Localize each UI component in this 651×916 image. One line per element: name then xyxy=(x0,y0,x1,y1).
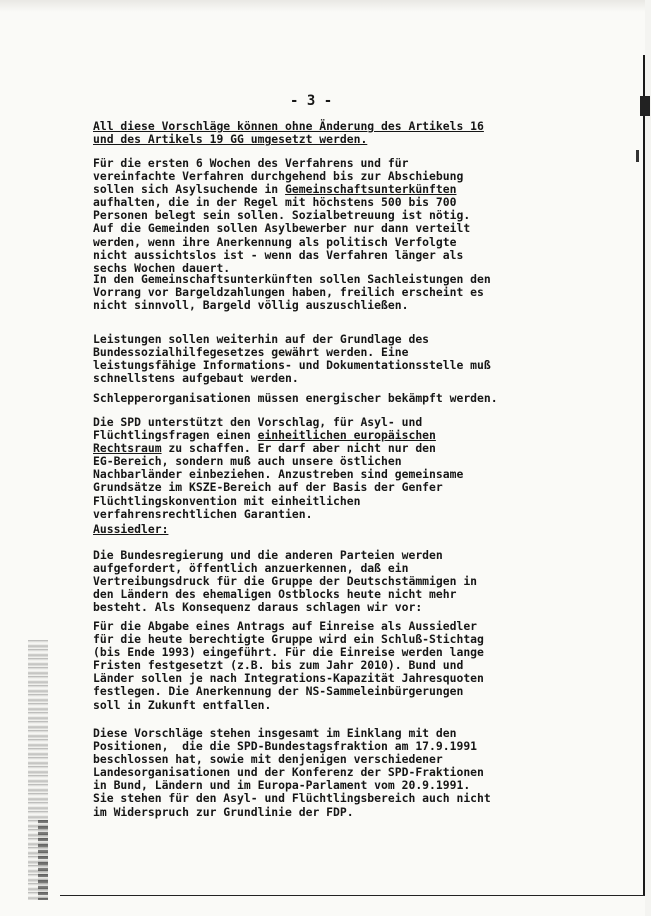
text-line: schnellstens aufgebaut werden. xyxy=(93,371,299,386)
text-line: vereinfachte Verfahren durchgehend bis zur Abschiebung xyxy=(93,169,464,184)
intro-paragraph xyxy=(93,120,484,146)
text-line: leistungsfähige Informations- und Dokumentationsstelle muß xyxy=(93,358,491,373)
text-line: Flüchtlingskonvention mit einheitlichen xyxy=(93,493,361,508)
text-line: Landesorganisationen und der Konferenz der SPD-Fraktionen xyxy=(93,765,484,780)
text-line: Fristen festgesetzt (z.B. bis zum Jahr 2010). Bund und xyxy=(93,658,464,673)
text-line: aufhalten, die in der Regel mit höchstens 500 bis 700 xyxy=(93,195,457,210)
text-line: nicht aussichtslos ist - wenn das Verfahren länger als xyxy=(93,247,464,262)
text-line: Sie stehen für den Asyl- und Flüchtlingsbereich auch nicht xyxy=(93,791,491,806)
text-line: Für die Abgabe eines Antrags auf Einreise als Aussiedler xyxy=(93,619,478,633)
heading-text: Aussiedler: xyxy=(93,522,169,536)
paragraph xyxy=(93,727,491,819)
text-line: werden, wenn ihre Anerkennung als politisch Verfolgte xyxy=(93,234,457,249)
text-line: EG-Bereich, sondern muß auch unsere östlichen xyxy=(93,454,402,469)
text-line: Für die ersten 6 Wochen des Verfahrens und für xyxy=(93,156,409,170)
text-line: Positionen, die die SPD-Bundestagsfraktion am 17.9.1991 xyxy=(93,739,478,754)
text-line: besteht. Als Konsequenz daraus schlagen wir vor: xyxy=(93,600,423,615)
scan-noise xyxy=(38,820,48,900)
text-line: Die Bundesregierung und die anderen Parteien werden xyxy=(93,548,443,562)
text-line: nicht sinnvoll, Bargeld völlig auszuschließen. xyxy=(93,298,409,313)
text-line: Leistungen sollen weiterhin auf der Grundlage des xyxy=(93,332,430,346)
underlined-term: einheitlichen europäischen xyxy=(257,428,436,443)
text-line: In den Gemeinschaftsunterkünften sollen Sachleistungen den xyxy=(93,272,491,286)
scan-mark xyxy=(636,150,639,162)
text-line: in Bund, Ländern und im Europa-Parlament vom 20.9.1991. xyxy=(93,778,471,793)
text-line: sechs Wochen dauert. xyxy=(93,260,231,275)
text-line: Vertreibungsdruck für die Gruppe der Deutschstämmigen in xyxy=(93,574,478,589)
text-line: Diese Vorschläge stehen insgesamt im Einklang mit den xyxy=(93,726,457,740)
scan-mark xyxy=(640,96,650,116)
text-line: für die heute berechtigte Gruppe wird ein Schluß-Stichtag xyxy=(93,632,484,647)
paragraph xyxy=(93,392,498,405)
scan-right-edge xyxy=(645,0,651,916)
text-line: soll in Zukunft entfallen. xyxy=(93,697,272,712)
paragraph xyxy=(93,157,470,275)
text-line: festlegen. Die Anerkennung der NS-Sammeleinbürgerungen xyxy=(93,684,464,699)
paragraph xyxy=(93,549,477,614)
text-line: Die SPD unterstützt den Vorschlag, für Asyl- und xyxy=(93,415,423,429)
paragraph xyxy=(93,416,463,521)
text-segment: Flüchtlingsfragen einen xyxy=(93,428,258,443)
text-line: Bundessozialhilfegesetzes gewährt werden. Eine xyxy=(93,345,409,360)
text-line: aufgefordert, öffentlich anzuerkennen, daß ein xyxy=(93,561,409,576)
text-line: Auf die Gemeinden sollen Asylbewerber nur dann verteilt xyxy=(93,221,471,236)
text-line: Nachbarländer einbeziehen. Anzustreben sind gemeinsame xyxy=(93,467,464,482)
text-line: All diese Vorschläge können ohne Änderung des Artikels 16 xyxy=(93,119,484,133)
text-line: (bis Ende 1993) eingeführt. Für die Einreise werden lange xyxy=(93,645,484,660)
text-line: Vorrang vor Bargeldzahlungen haben, freilich erscheint es xyxy=(93,285,484,300)
page-number: - 3 - xyxy=(290,93,333,109)
text-line: im Widerspruch zur Grundlinie der FDP. xyxy=(93,804,354,819)
text-line: und des Artikels 19 GG umgesetzt werden. xyxy=(93,132,368,147)
scan-top-edge xyxy=(0,0,651,12)
text-line: Personen belegt sein sollen. Sozialbetreuung ist nötig. xyxy=(93,208,471,223)
text-line: Schlepperorganisationen müssen energischer bekämpft werden. xyxy=(93,391,498,405)
paragraph xyxy=(93,333,491,385)
underlined-term: Gemeinschaftsunterkünften xyxy=(285,182,457,197)
scan-bottom-line xyxy=(60,895,645,896)
text-line: Grundsätze im KSZE-Bereich auf der Basis der Genfer xyxy=(93,480,443,495)
text-line: beschlossen hat, sowie mit denjenigen verschiedener xyxy=(93,752,443,767)
text-segment: sollen sich Asylsuchende in xyxy=(93,182,286,197)
underlined-term: Rechtsraum xyxy=(93,441,162,456)
paragraph xyxy=(93,273,491,312)
text-line: Länder sollen je nach Integrations-Kapazität Jahresquoten xyxy=(93,671,484,686)
paragraph xyxy=(93,620,484,712)
text-line: verfahrensrechtlichen Garantien. xyxy=(93,506,313,521)
text-line: den Ländern des ehemaligen Ostblocks heute nicht mehr xyxy=(93,587,457,602)
text-segment: zu schaffen. Er darf aber nicht nur den xyxy=(161,441,436,456)
section-heading xyxy=(93,523,168,536)
